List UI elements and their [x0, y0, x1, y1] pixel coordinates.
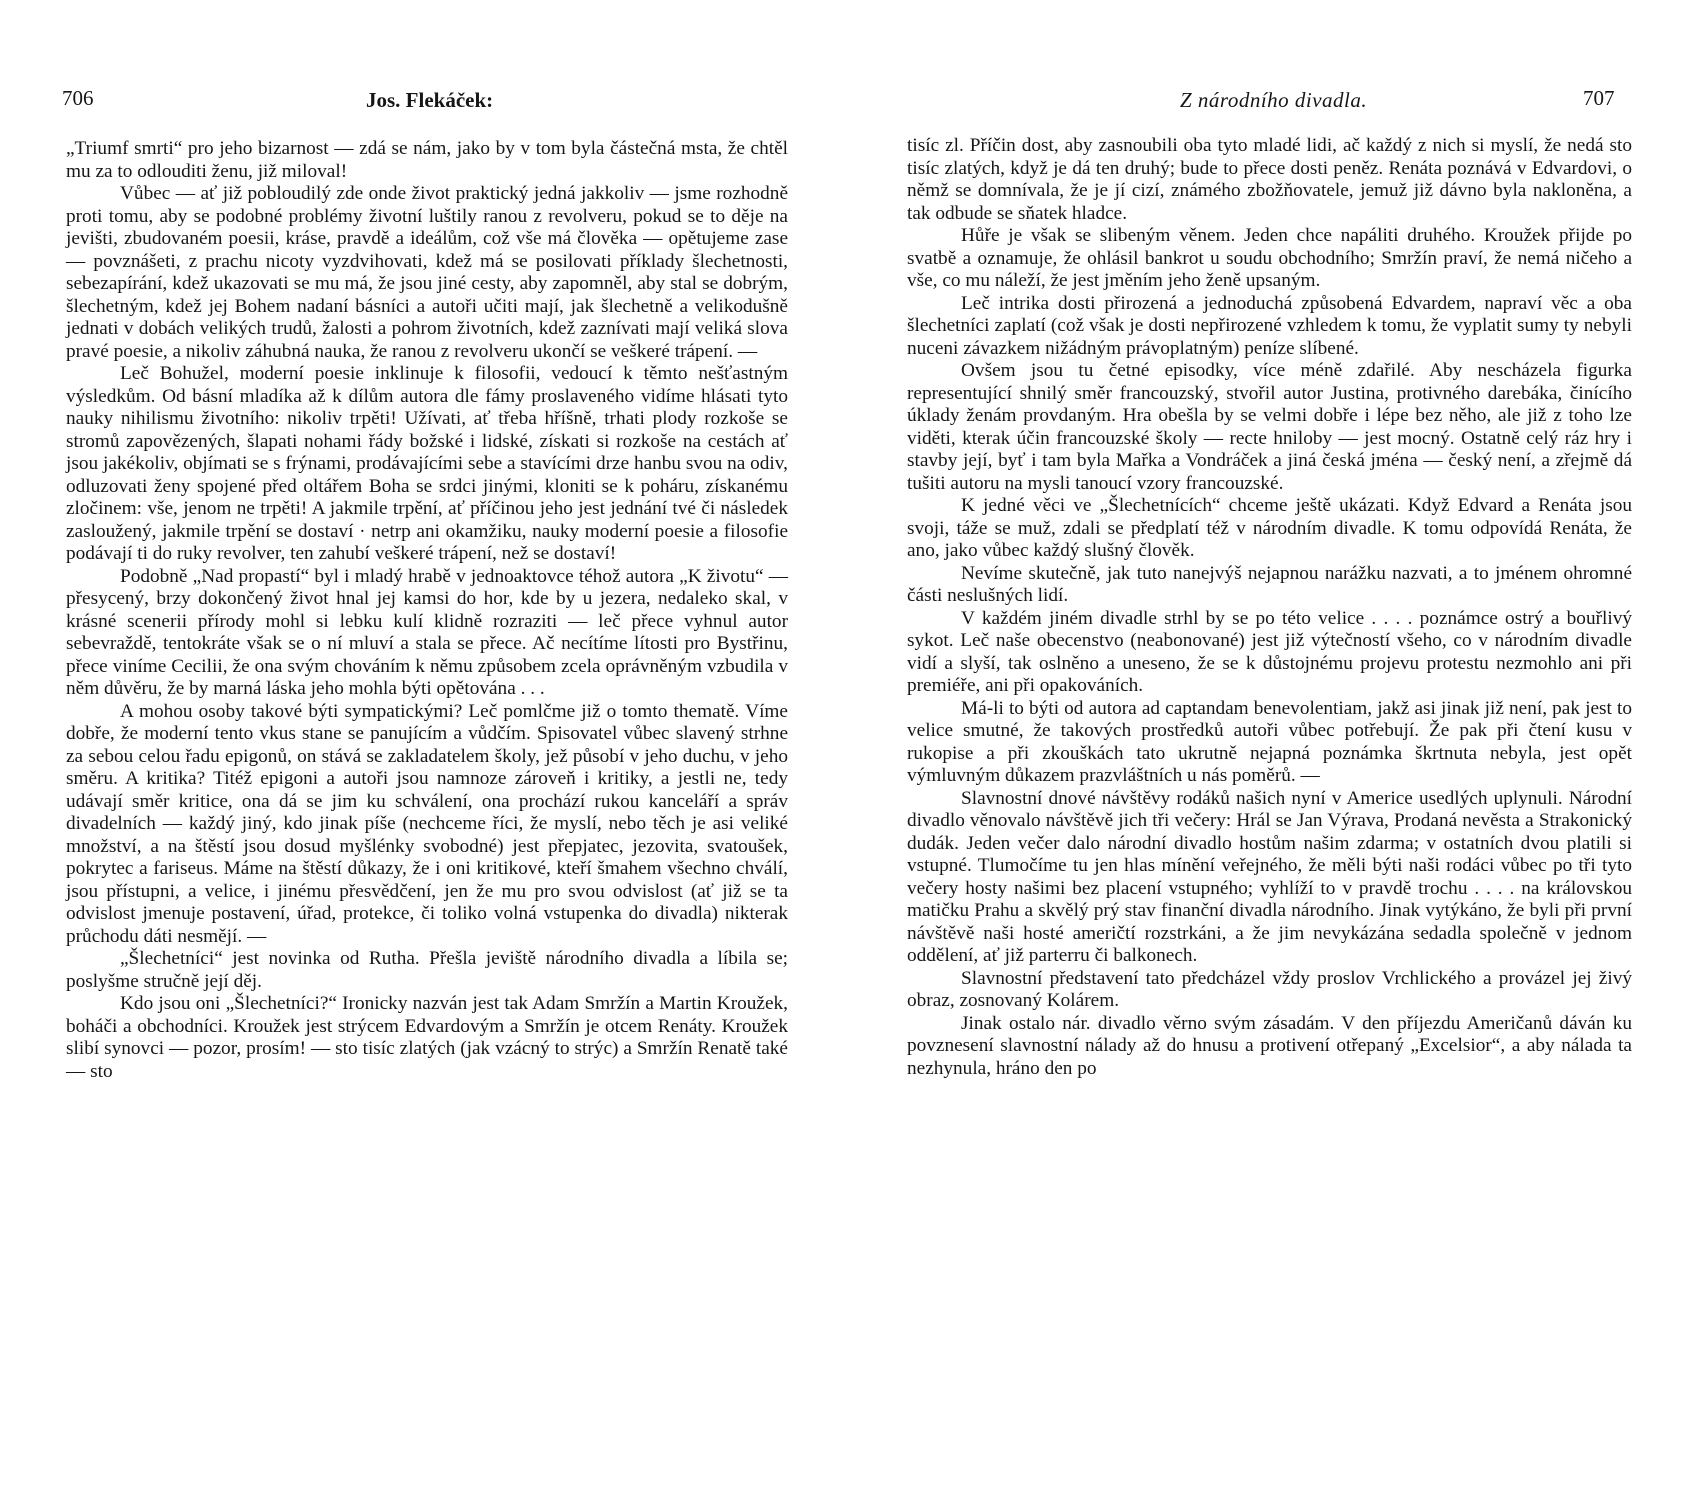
paragraph: V každém jiném divadle strhl by se po této velice . . . . poznámce ostrý a bouřlivý sykot. Leč naše obecenstvo (neabonované) jest již výtečností všeho, co v národním divadle vidí a slyší, tak oslněno a uneseno, že se k důstojnému projevu protestu nezmohlo ani při premiéře, ani při opakováních. [907, 607, 1632, 696]
running-head: Z národního divadla. [1180, 88, 1368, 112]
page-number: 707 [1583, 86, 1615, 110]
paragraph: „Šlechetníci“ jest novinka od Rutha. Přešla jeviště národního divadla a líbila se; poslyšme stručně její děj. [66, 948, 788, 992]
page-body [907, 135, 1632, 1080]
paragraph: Kdo jsou oni „Šlechetníci?“ Ironicky nazván jest tak Adam Smržín a Martin Kroužek, boháči a obchodníci. Kroužek jest strýcem Edvardovým a Smržín je otcem Renáty. Kroužek slibí synovci — pozor, prosím! — sto tisíc zlatých (jak vzácný to strýc) a Smržín Renatě také — sto [66, 993, 788, 1082]
paragraph: Slavnostní představení tato předcházel vždy proslov Vrchlického a provázel jej živý obraz, zosnovaný Kolárem. [907, 967, 1632, 1011]
paragraph: tisíc zl. Příčin dost, aby zasnoubili oba tyto mladé lidi, ač každý z nich si myslí, že nedá sto tisíc zlatých, když je dá ten druhý; bude to přece dosti peněz. Renáta poznává v Edvardovi, o němž se domnívala, že je jí cizí, známého zbožňovatele, jemuž již dávno byla nakloněna, a tak odbude se sňatek hladce. [907, 135, 1632, 224]
page-number: 706 [62, 86, 94, 110]
paragraph: K jedné věci ve „Šlechetnících“ chceme ještě ukázati. Když Edvard a Renáta jsou svoji, táže se muž, zdali se předplatí též v národním divadle. K tomu odpovídá Renáta, že ano, jako vůbec každý slušný člověk. [907, 495, 1632, 561]
paragraph: Ovšem jsou tu četné episodky, více méně zdařilé. Aby nescházela figurka representující shnilý směr francouzský, stvořil autor Justina, protivného darebáka, činícího úklady ženám provdaným. Hra obešla by se velmi dobře i lépe bez něho, ale již z toho lze viděti, kterak účin francouzské školy — recte hniloby — jest mocný. Ostatně celý ráz hry i stavby její, byť i tam byla Mařka a Vondráček a jiná česká jména — český není, a zřejmě dá tušiti autoru na mysli tanoucí vzory francouzské. [907, 360, 1632, 494]
paragraph: A mohou osoby takové býti sympatickými? Leč pomlčme již o tomto thematě. Víme dobře, že moderní tento vkus stane se panujícím a vůdčím. Spisovatel vůbec slavený strhne za sebou celou řadu epigonů, on stává se zakladatelem školy, jež působí v jeho duchu, v jeho směru. A kritika? Titéž epigoni a autoři jsou namnoze zároveň i kritiky, a jestli ne, tedy udávají směr kritice, ona dá se jim ku schválení, ona prochází rukou kanceláří a správ divadelních — každý jiný, kdo jinak píše (nechceme říci, že myslí, nebo těch je asi veliké množství, a na štěstí jsou dosud myšlénky svobodné) jest přepjatec, jezovita, svatoušek, pokrytec a fariseus. Máme na štěstí důkazy, že i oni kritikové, kteří šmahem všechno chválí, jsou přístupni, a velice, i jinému přesvědčení, jen že mu pro svou odvislost (ať již se ta odvislost jmenuje postavení, úřad, protekce, či toliko volná vstupenka do divadla) nikterak průchodu dáti nesmějí. — [66, 700, 788, 947]
paragraph: Podobně „Nad propastí“ byl i mladý hrabě v jednoaktovce téhož autora „K životu“ — přesycený, brzy dokončený život hnal jej kamsi do hor, kde by u jezera, nedaleko skal, v krásné scenerii přírody mohl si lebku kulí klidně rozraziti — leč přece vyhnul autor sebevraždě, tentokráte však se o ní mluví a stala se přece. Ač necítíme lítosti pro Bystřinu, přece viníme Cecilii, že ona svým chováním k němu způsobem zcela oprávněným vzbudila v něm důvěru, že by marná láska jeho mohla býti opětována . . . [66, 565, 788, 699]
right-page [842, 0, 1684, 1501]
paragraph: „Triumf smrti“ pro jeho bizarnost — zdá se nám, jako by v tom byla částečná msta, že chtěl mu za to odlouditi ženu, již miloval! [66, 138, 788, 182]
paragraph: Jinak ostalo nár. divadlo věrno svým zásadám. V den příjezdu Američanů dáván ku povznesení slavnostní nálady až do hnusu a protivení otřepaný „Excelsior“, a aby nálada ta nezhynula, hráno den po [907, 1012, 1632, 1079]
paragraph: Hůře je však se slibeným věnem. Jeden chce napáliti druhého. Kroužek přijde po svatbě a oznamuje, že ohlásil bankrot u soudu obchodního; Smržín praví, že nemá ničeho a vše, co mu náleží, že jest jměním jeho ženě upsaným. [907, 225, 1632, 291]
running-head: Jos. Flekáček: [366, 88, 494, 112]
page-body [66, 138, 788, 1083]
paragraph: Má-li to býti od autora ad captandam benevolentiam, jakž asi jinak již není, pak jest to velice smutné, že takových prostředků autoři vůbec potřebují. Že pak při čtení kusu v rukopise a při zkouškách tato ukrutně nejapná poznámka škrtnuta nebyla, jest opět výmluvným důkazem prazvláštních u nás poměrů. — [907, 697, 1632, 786]
paragraph: Leč intrika dosti přirozená a jednoduchá způsobená Edvardem, napraví věc a oba šlechetníci zaplatí (což však je dosti nepřirozené vzhledem k tomu, že vyplatit sumy ty nebyli nuceni závazkem nižádným právoplatným) peníze slíbené. [907, 292, 1632, 359]
paragraph: Leč Bohužel, moderní poesie inklinuje k filosofii, vedoucí k těmto nešťastným výsledkům. Od básní mladíka až k dílům autora dle fámy proslaveného vidíme hlásati tyto nauky nihilismu životního: nikoliv trpěti! Užívati, ať třeba hříšně, trhati plody rozkoše se stromů zapovězených, šlapati nohami řády božské i lidské, získati si rozkoše na cestách ať jsou jakékoliv, objímati se s frýnami, prodávajícími sebe a stavícími drze hanbu svou na odiv, odluzovati ženy spojené před oltářem Boha se srdci jinými, kloniti se k poháru, získanému zločinem: vše, jenom ne trpěti! A jakmile trpění, ať příčinou jeho jest jednání tvé či následek zasloužený, jakmile trpění se dostaví · netrp ani okamžiku, nauky moderní poesie a filosofie podávají ti do ruky revolver, ten zahubí veškeré trápení, než se dostaví! [66, 363, 788, 564]
paragraph: Nevíme skutečně, jak tuto nanejvýš nejapnou narážku nazvati, a to jménem ohromné části neslušných lidí. [907, 562, 1632, 606]
paragraph: Slavnostní dnové návštěvy rodáků našich nyní v Americe usedlých uplynuli. Národní divadlo věnovalo návštěvě jich tři večery: Hrál se Jan Výrava, Prodaná nevěsta a Strakonický dudák. Jeden večer dalo národní divadlo hostům našim zdarma; v ostatních dvou platili si vstupné. Tlumočíme tu jen hlas mínění veřejného, že měli býti naši rodáci vůbec po tři tyto večery hosty našimi bez placení vstupného; vyhlíží to v pravdě trochu . . . . na královskou matičku Prahu a skvělý prý stav finanční divadla národního. Jinak vytýkáno, že byli při první návštěvě naši hosté američtí rozstrkáni, a že jim nevykázána sedadla společně v jednom oddělení, ať již parterru či balkonech. [907, 787, 1632, 966]
paragraph: Vůbec — ať již pobloudilý zde onde život praktický jedná jakkoliv — jsme rozhodně proti tomu, aby se podobné problémy životní luštily ranou z revolveru, pokud se to děje na jevišti, zbudovaném poesii, kráse, pravdě a ideálům, což vše má člověka — opětujeme zase — povznášeti, z prachu nicoty vyzdvihovati, kdež má se posilovati příklady šlechetnosti, sebezapírání, kdež ukazovati se mu má, že jsou jiné cesty, aby zapomněl, aby stal se dobrým, šlechetným, kdež jej Bohem nadaní básníci a autoři učiti mají, jak šlechetně a velikodušně jednati v dobách velikých trudů, žalosti a pohrom životních, kdež zaznívati mají veliká slova pravé poesie, a nikoliv záhubná nauka, že ranou z revolveru ukončí se veškeré trápení. — [66, 183, 788, 362]
